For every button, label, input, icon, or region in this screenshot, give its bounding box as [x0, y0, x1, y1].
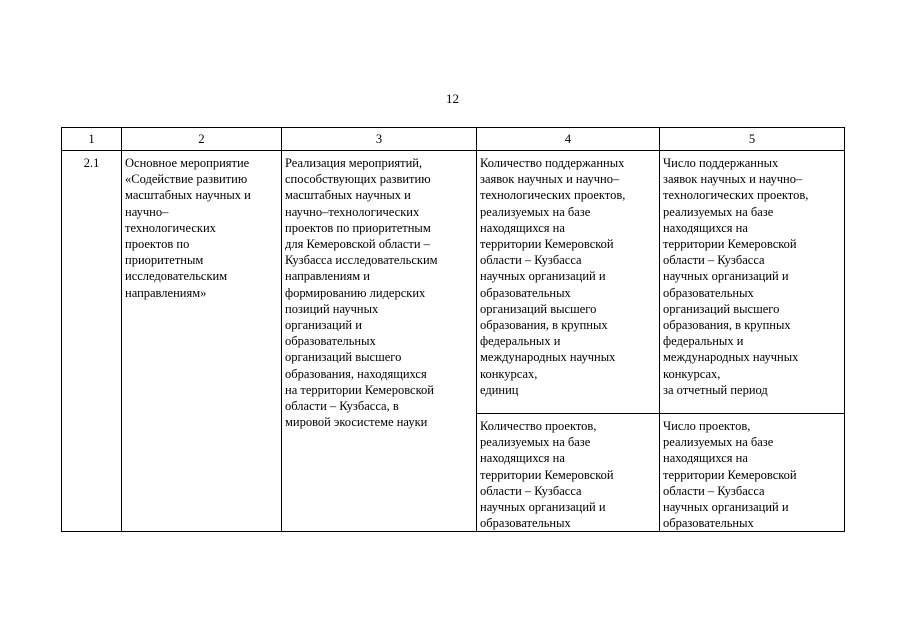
item-number-cell	[62, 151, 122, 532]
header-cell-5: 5	[660, 128, 845, 151]
page-number: 12	[446, 91, 459, 106]
main-activity-cell	[122, 151, 282, 532]
header-cell-2: 2	[122, 128, 282, 151]
implementation-text: Реализация мероприятий, способствующих развитию масштабных научных и научно–технологических проектов по приоритетным для Кемеровской области – Кузбасса исследовательским направлениям и формированию лидерских позиций научных организаций и образовательных организаций высшего образования, находящихся на территории Кемеровской области – Кузбасса, в мировой экосистеме науки	[285, 156, 438, 430]
table-header-row	[62, 128, 845, 151]
value-text-top: Число поддержанных заявок научных и научно– технологических проектов, реализуемых на базе находящихся на территории Кемеровской области – Кузбасса научных организаций и образовательных организаций высшего образования, в крупных федеральных и международных научных конкурсах, за отчетный период	[663, 156, 809, 397]
header-cell-3: 3	[282, 128, 477, 151]
value-text-bottom: Число проектов, реализуемых на базе находящихся на территории Кемеровской области – Кузбасса научных организаций и образовательных	[663, 419, 797, 531]
measures-table	[61, 127, 845, 532]
value-cell-bottom	[660, 414, 845, 532]
implementation-cell	[282, 151, 477, 532]
header-cell-1: 1	[62, 128, 122, 151]
indicator-text-top: Количество поддержанных заявок научных и научно– технологических проектов, реализуемых на базе находящихся на территории Кемеровской области – Кузбасса научных организаций и образовательных организаций высшего образования, в крупных федеральных и международных научных конкурсах, единиц	[480, 156, 626, 397]
header-cell-4: 4	[477, 128, 660, 151]
indicator-cell-top	[477, 151, 660, 414]
indicator-cell-bottom	[477, 414, 660, 532]
value-cell-top	[660, 151, 845, 414]
indicator-text-bottom: Количество проектов, реализуемых на базе находящихся на территории Кемеровской области – Кузбасса научных организаций и образовательных	[480, 419, 614, 531]
table-row	[62, 151, 845, 414]
main-activity-text: Основное мероприятие «Содействие развитию масштабных научных и научно– технологических проектов по приоритетным исследовательским направлениям»	[125, 156, 251, 300]
item-number: 2.1	[83, 156, 100, 170]
